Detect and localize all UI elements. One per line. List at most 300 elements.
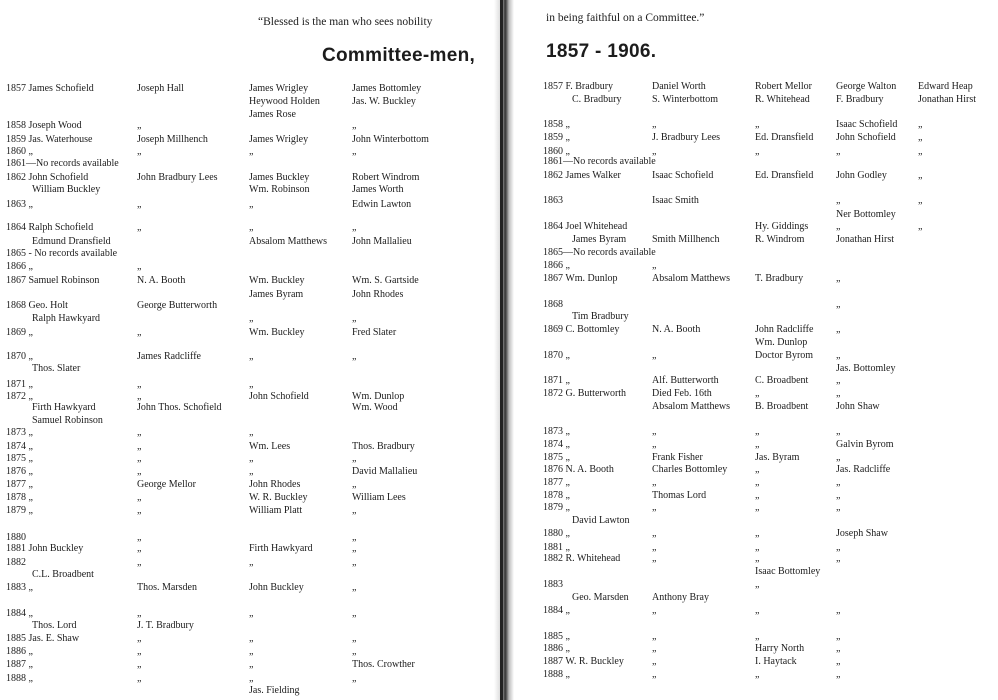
table-cell: „ xyxy=(652,643,657,654)
table-row xyxy=(514,220,998,233)
table-cell: Wm. Wood xyxy=(352,402,398,413)
table-cell: 1869 „ xyxy=(6,327,33,338)
table-cell: „ xyxy=(352,479,357,490)
table-cell: Edmund Dransfield xyxy=(32,236,111,247)
table-cell: 1865 - No records available xyxy=(6,248,118,259)
table-row xyxy=(0,82,494,95)
table-cell: 1887 „ xyxy=(6,659,33,670)
table-cell: „ xyxy=(836,388,841,399)
table-cell: John Godley xyxy=(836,170,887,181)
table-cell: Absalom Matthews xyxy=(652,401,731,412)
table-cell: Wm. Buckley xyxy=(249,327,305,338)
table-row xyxy=(0,299,494,312)
table-cell: „ xyxy=(652,542,657,553)
table-cell: „ xyxy=(836,605,841,616)
table-cell: Doctor Byrom xyxy=(755,350,814,361)
table-cell: 1874 „ xyxy=(543,439,570,450)
table-cell: „ xyxy=(137,261,142,272)
table-row xyxy=(514,668,998,681)
table-cell: „ xyxy=(137,505,142,516)
table-cell: „ xyxy=(249,466,254,477)
table-cell: John Radcliffe xyxy=(755,324,814,335)
table-cell: George Mellor xyxy=(137,479,196,490)
table-cell: 1879 „ xyxy=(6,505,33,516)
table-cell: John Mallalieu xyxy=(352,236,412,247)
table-cell: „ xyxy=(836,324,841,335)
table-cell: Geo. Marsden xyxy=(572,592,629,603)
table-cell: „ xyxy=(836,542,841,553)
table-cell: Alf. Butterworth xyxy=(652,375,719,386)
table-cell: „ xyxy=(137,466,142,477)
table-cell: „ xyxy=(755,388,760,399)
table-cell: Tim Bradbury xyxy=(572,311,629,322)
table-cell: Jas. Fielding xyxy=(249,685,300,696)
table-row xyxy=(0,658,494,671)
right-quote: in being faithful on a Committee.” xyxy=(546,12,705,24)
table-cell: „ xyxy=(137,146,142,157)
table-cell: „ xyxy=(249,608,254,619)
table-cell: John Thos. Schofield xyxy=(137,402,222,413)
table-cell: „ xyxy=(836,375,841,386)
table-row xyxy=(514,118,998,131)
right-heading: 1857 - 1906. xyxy=(546,41,657,62)
table-cell: „ xyxy=(652,669,657,680)
table-row xyxy=(514,155,998,168)
table-cell: „ xyxy=(755,439,760,450)
table-cell: „ xyxy=(137,120,142,131)
table-cell: „ xyxy=(249,146,254,157)
table-cell: Jas. Byram xyxy=(755,452,800,463)
table-cell: Firth Hawkyard xyxy=(249,543,313,554)
table-row xyxy=(514,131,998,144)
table-row xyxy=(0,221,494,234)
table-row xyxy=(0,504,494,517)
table-cell: 1885 „ xyxy=(543,631,570,642)
table-cell: 1886 „ xyxy=(543,643,570,654)
table-row xyxy=(514,578,998,591)
table-cell: „ xyxy=(918,221,923,232)
table-cell: 1860 „ xyxy=(543,146,570,157)
table-cell: Thomas Lord xyxy=(652,490,707,501)
table-cell: „ xyxy=(652,528,657,539)
table-cell: Isaac Bottomley xyxy=(755,566,821,577)
table-cell: Thos. Slater xyxy=(32,363,81,374)
table-cell: Thos. Lord xyxy=(32,620,77,631)
table-cell: I. Haytack xyxy=(755,656,797,667)
table-cell: Daniel Worth xyxy=(652,81,706,92)
table-cell: „ xyxy=(836,477,841,488)
table-cell: 1863 xyxy=(543,195,563,206)
table-cell: N. A. Booth xyxy=(652,324,701,335)
table-cell: John Rhodes xyxy=(249,479,301,490)
table-cell: 1885 Jas. E. Shaw xyxy=(6,633,80,644)
table-row xyxy=(514,323,998,336)
table-cell: „ xyxy=(352,582,357,593)
table-cell: „ xyxy=(137,492,142,503)
table-cell: „ xyxy=(137,646,142,657)
table-cell: 1871 „ xyxy=(6,379,33,390)
table-cell: 1860 „ xyxy=(6,146,33,157)
table-cell: Ed. Dransfield xyxy=(755,170,814,181)
table-cell: 1877 „ xyxy=(543,477,570,488)
table-cell: J. T. Bradbury xyxy=(137,620,194,631)
table-row xyxy=(0,684,494,697)
table-row xyxy=(514,565,998,578)
table-cell: „ xyxy=(836,146,841,157)
table-cell: 1865—No records available xyxy=(543,247,656,258)
table-cell: Thos. Crowther xyxy=(352,659,415,670)
table-cell: John Buckley xyxy=(249,582,304,593)
table-cell: 1868 xyxy=(543,299,563,310)
table-cell: George Walton xyxy=(836,81,897,92)
table-cell: Joseph Shaw xyxy=(836,528,888,539)
table-cell: Jas. W. Buckley xyxy=(352,96,416,107)
table-cell: „ xyxy=(836,273,841,284)
table-cell: „ xyxy=(137,633,142,644)
table-cell: „ xyxy=(652,146,657,157)
table-row xyxy=(514,476,998,489)
table-cell: Heywood Holden xyxy=(249,96,320,107)
table-cell: 1874 „ xyxy=(6,441,33,452)
book-spine-line xyxy=(500,0,503,700)
table-row xyxy=(514,310,998,323)
table-cell: 1880 xyxy=(6,532,26,543)
table-cell: 1858 „ xyxy=(543,119,570,130)
table-cell: „ xyxy=(755,669,760,680)
table-cell: „ xyxy=(137,379,142,390)
table-cell: „ xyxy=(652,439,657,450)
table-cell: „ xyxy=(755,119,760,130)
table-cell: 1877 „ xyxy=(6,479,33,490)
table-row xyxy=(514,233,998,246)
table-cell: „ xyxy=(249,659,254,670)
table-cell: „ xyxy=(352,146,357,157)
table-cell: „ xyxy=(652,477,657,488)
table-cell: Thos. Marsden xyxy=(137,582,197,593)
table-cell: „ xyxy=(249,351,254,362)
table-cell: James Wrigley xyxy=(249,83,309,94)
table-cell: Absalom Matthews xyxy=(249,236,328,247)
table-cell: 1886 „ xyxy=(6,646,33,657)
table-cell: „ xyxy=(652,502,657,513)
table-cell: „ xyxy=(755,464,760,475)
table-cell: 1888 „ xyxy=(543,669,570,680)
table-cell: William Platt xyxy=(249,505,303,516)
table-cell: „ xyxy=(918,170,923,181)
table-cell: „ xyxy=(755,542,760,553)
table-cell: William Lees xyxy=(352,492,406,503)
table-cell: C. Bradbury xyxy=(572,94,622,105)
table-cell: John Rhodes xyxy=(352,289,404,300)
table-row xyxy=(514,438,998,451)
table-row xyxy=(0,465,494,478)
table-cell: 1873 „ xyxy=(543,426,570,437)
table-cell: Robert Windrom xyxy=(352,172,420,183)
table-cell: 1868 Geo. Holt xyxy=(6,300,68,311)
table-cell: Jas. Bottomley xyxy=(836,363,896,374)
table-cell: „ xyxy=(137,659,142,670)
table-row xyxy=(0,581,494,594)
table-cell: 1857 F. Bradbury xyxy=(543,81,614,92)
table-cell: Edward Heap xyxy=(918,81,973,92)
table-cell: „ xyxy=(137,222,142,233)
table-cell: „ xyxy=(652,656,657,667)
table-cell: „ xyxy=(249,557,254,568)
table-cell: „ xyxy=(352,222,357,233)
table-cell: Jonathan Hirst xyxy=(918,94,977,105)
table-cell: 1859 Jas. Waterhouse xyxy=(6,134,93,145)
table-cell: 1869 C. Bottomley xyxy=(543,324,620,335)
table-cell: „ xyxy=(137,391,142,402)
table-cell: 1871 „ xyxy=(543,375,570,386)
table-cell: 1872 G. Butterworth xyxy=(543,388,627,399)
table-cell: James Worth xyxy=(352,184,404,195)
left-heading: Committee-men, xyxy=(322,45,476,66)
table-cell: 1866 „ xyxy=(543,260,570,271)
table-row xyxy=(514,425,998,438)
table-cell: Galvin Byrom xyxy=(836,439,894,450)
table-row xyxy=(0,632,494,645)
table-cell: „ xyxy=(918,132,923,143)
table-cell: „ xyxy=(836,195,841,206)
table-cell: „ xyxy=(137,557,142,568)
table-cell: John Bradbury Lees xyxy=(137,172,218,183)
table-row xyxy=(514,93,998,106)
table-row xyxy=(0,326,494,339)
table-cell: „ xyxy=(652,605,657,616)
table-cell: 1873 „ xyxy=(6,427,33,438)
table-cell: Edwin Lawton xyxy=(352,199,412,210)
table-cell: „ xyxy=(249,313,254,324)
table-cell: John Schofield xyxy=(249,391,309,402)
table-row xyxy=(0,542,494,555)
table-cell: „ xyxy=(137,543,142,554)
table-cell: „ xyxy=(652,350,657,361)
table-cell: „ xyxy=(249,427,254,438)
table-cell: 1882 xyxy=(6,557,26,568)
table-cell: 1884 „ xyxy=(6,608,33,619)
table-cell: Died Feb. 16th xyxy=(652,388,712,399)
table-cell: „ xyxy=(836,502,841,513)
table-cell: Wm. Dunlop xyxy=(755,337,808,348)
table-row xyxy=(0,95,494,108)
table-cell: „ xyxy=(836,643,841,654)
table-row xyxy=(0,645,494,658)
table-cell: „ xyxy=(137,532,142,543)
table-cell: J. Bradbury Lees xyxy=(652,132,721,143)
table-cell: William Buckley xyxy=(32,184,101,195)
table-row xyxy=(514,514,998,527)
table-row xyxy=(514,642,998,655)
table-cell: „ xyxy=(652,631,657,642)
table-cell: 1864 Ralph Schofield xyxy=(6,222,94,233)
table-cell: „ xyxy=(352,608,357,619)
table-cell: 1870 „ xyxy=(543,350,570,361)
table-cell: „ xyxy=(755,631,760,642)
table-cell: „ xyxy=(836,656,841,667)
table-row xyxy=(0,247,494,260)
table-cell: „ xyxy=(755,490,760,501)
table-cell: Wm. S. Gartside xyxy=(352,275,419,286)
table-cell: N. A. Booth xyxy=(137,275,186,286)
table-cell: 1882 R. Whitehead xyxy=(543,553,621,564)
table-cell: 1858 Joseph Wood xyxy=(6,120,82,131)
table-cell: „ xyxy=(755,502,760,513)
table-cell: „ xyxy=(836,631,841,642)
table-cell: „ xyxy=(755,528,760,539)
table-cell: Isaac Schofield xyxy=(836,119,898,130)
table-cell: „ xyxy=(352,532,357,543)
table-cell: „ xyxy=(249,673,254,684)
table-cell: „ xyxy=(652,119,657,130)
table-cell: Joseph Millhench xyxy=(137,134,208,145)
table-cell: „ xyxy=(652,426,657,437)
left-page xyxy=(0,0,494,700)
table-cell: F. Bradbury xyxy=(836,94,884,105)
table-cell: „ xyxy=(249,633,254,644)
table-row xyxy=(514,591,998,604)
table-row xyxy=(0,452,494,465)
table-row xyxy=(514,272,998,285)
table-row xyxy=(514,169,998,182)
table-cell: James Byram xyxy=(572,234,627,245)
table-row xyxy=(514,349,998,362)
table-cell: „ xyxy=(352,543,357,554)
table-row xyxy=(0,401,494,414)
table-cell: 1879 „ xyxy=(543,502,570,513)
table-row xyxy=(0,491,494,504)
table-cell: 1862 John Schofield xyxy=(6,172,89,183)
table-cell: „ xyxy=(755,146,760,157)
table-cell: „ xyxy=(652,260,657,271)
table-row xyxy=(514,527,998,540)
table-cell: Ed. Dransfield xyxy=(755,132,814,143)
table-row xyxy=(514,655,998,668)
table-cell: Wm. Robinson xyxy=(249,184,310,195)
table-cell: „ xyxy=(249,453,254,464)
table-row xyxy=(514,400,998,413)
table-cell: „ xyxy=(755,605,760,616)
table-cell: „ xyxy=(836,221,841,232)
table-row xyxy=(0,478,494,491)
table-cell: John Winterbottom xyxy=(352,134,429,145)
table-cell: David Lawton xyxy=(572,515,630,526)
table-cell: David Mallalieu xyxy=(352,466,418,477)
table-cell: 1881 „ xyxy=(543,542,570,553)
table-cell: „ xyxy=(137,327,142,338)
table-cell: 1867 Samuel Robinson xyxy=(6,275,100,286)
table-cell: „ xyxy=(755,579,760,590)
table-cell: S. Winterbottom xyxy=(652,94,719,105)
table-cell: Ner Bottomley xyxy=(836,209,896,220)
table-cell: „ xyxy=(352,557,357,568)
table-cell: „ xyxy=(249,646,254,657)
table-cell: „ xyxy=(836,299,841,310)
table-cell: 1861—No records available xyxy=(543,156,656,167)
table-cell: Absalom Matthews xyxy=(652,273,731,284)
table-cell: 1883 xyxy=(543,579,563,590)
table-cell: Isaac Smith xyxy=(652,195,699,206)
table-cell: 1884 „ xyxy=(543,605,570,616)
table-cell: Hy. Giddings xyxy=(755,221,809,232)
table-row xyxy=(0,183,494,196)
table-cell: 1875 „ xyxy=(543,452,570,463)
table-cell: „ xyxy=(836,426,841,437)
book-gutter xyxy=(494,0,514,700)
table-cell: Joseph Hall xyxy=(137,83,184,94)
table-row xyxy=(514,336,998,349)
table-row xyxy=(514,374,998,387)
right-page xyxy=(514,0,998,700)
table-cell: „ xyxy=(755,426,760,437)
table-cell: „ xyxy=(137,608,142,619)
table-cell: James Radcliffe xyxy=(137,351,201,362)
table-cell: „ xyxy=(652,553,657,564)
table-cell: James Bottomley xyxy=(352,83,422,94)
table-cell: 1866 „ xyxy=(6,261,33,272)
table-cell: W. R. Buckley xyxy=(249,492,308,503)
table-cell: 1881 John Buckley xyxy=(6,543,84,554)
table-cell: „ xyxy=(836,669,841,680)
table-cell: C. Broadbent xyxy=(755,375,809,386)
table-cell: „ xyxy=(836,553,841,564)
table-row xyxy=(0,362,494,375)
table-cell: John Shaw xyxy=(836,401,880,412)
table-row xyxy=(0,157,494,170)
table-row xyxy=(0,619,494,632)
table-row xyxy=(514,387,998,400)
table-cell: „ xyxy=(918,195,923,206)
table-cell: „ xyxy=(137,673,142,684)
table-row xyxy=(514,501,998,514)
table-cell: 1870 „ xyxy=(6,351,33,362)
table-cell: 1872 „ xyxy=(6,391,33,402)
table-row xyxy=(0,119,494,132)
table-cell: Ralph Hawkyard xyxy=(32,313,101,324)
table-cell: R. Windrom xyxy=(755,234,805,245)
table-row xyxy=(0,198,494,211)
table-cell: „ xyxy=(836,350,841,361)
table-cell: „ xyxy=(836,490,841,501)
table-row xyxy=(514,259,998,272)
table-cell: James Byram xyxy=(249,289,304,300)
table-cell: Wm. Dunlop xyxy=(352,391,405,402)
table-cell: „ xyxy=(918,119,923,130)
table-cell: John Schofield xyxy=(836,132,896,143)
table-row xyxy=(514,463,998,476)
table-cell: 1883 „ xyxy=(6,582,33,593)
table-cell: R. Whitehead xyxy=(755,94,810,105)
table-cell: 1876 „ xyxy=(6,466,33,477)
table-cell: „ xyxy=(137,199,142,210)
table-cell: B. Broadbent xyxy=(755,401,809,412)
table-row xyxy=(514,552,998,565)
table-cell: Smith Millhench xyxy=(652,234,720,245)
table-cell: Fred Slater xyxy=(352,327,397,338)
table-cell: „ xyxy=(352,453,357,464)
table-cell: Samuel Robinson xyxy=(32,415,103,426)
left-quote: “Blessed is the man who sees nobility xyxy=(258,16,433,28)
table-cell: George Butterworth xyxy=(137,300,218,311)
table-cell: 1875 „ xyxy=(6,453,33,464)
table-row xyxy=(0,426,494,439)
table-cell: 1863 „ xyxy=(6,199,33,210)
table-cell: Frank Fisher xyxy=(652,452,703,463)
table-cell: „ xyxy=(249,379,254,390)
table-cell: 1862 James Walker xyxy=(543,170,621,181)
table-cell: „ xyxy=(352,505,357,516)
table-cell: 1888 „ xyxy=(6,673,33,684)
